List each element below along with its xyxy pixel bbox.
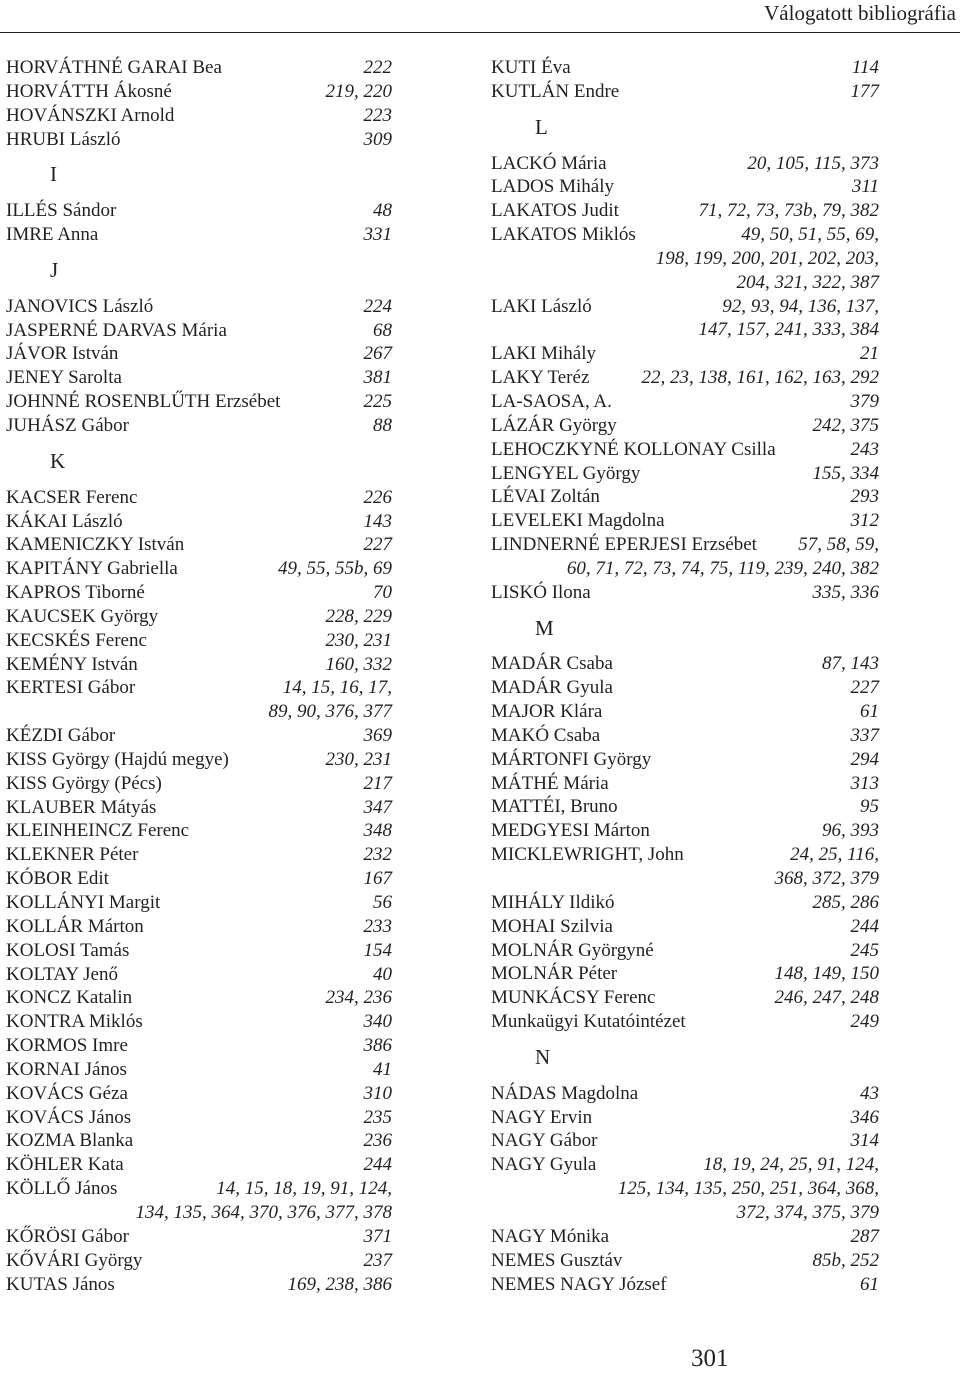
- entry-name: KONTRA Miklós: [6, 1011, 143, 1033]
- entry-name: KOVÁCS Géza: [6, 1082, 128, 1104]
- index-entry: [6, 1058, 392, 1082]
- entry-pages: 61: [860, 701, 879, 723]
- entry-name: HORVÁTHNÉ GARAI Bea: [6, 57, 222, 78]
- index-entry: [6, 1129, 392, 1153]
- entry-name: KOLOSI Tamás: [6, 939, 130, 961]
- entry-name: KŐVÁRI György: [6, 1249, 143, 1271]
- index-entry: [6, 1153, 392, 1177]
- entry-name: KISS György (Pécs): [6, 772, 162, 794]
- index-entry: [6, 366, 392, 390]
- index-entry: [6, 653, 392, 677]
- index-entry: [6, 414, 392, 438]
- index-entry: [491, 1010, 879, 1034]
- entry-pages: 57, 58, 59,: [798, 534, 879, 556]
- entry-name: MATTÉI, Bruno: [491, 796, 618, 818]
- entry-pages-continued: 134, 135, 364, 370, 376, 377, 378: [135, 1201, 392, 1223]
- section-letter: L: [535, 114, 548, 139]
- entry-pages: 24, 25, 116,: [790, 844, 879, 866]
- entry-pages-continued: 125, 134, 135, 250, 251, 364, 368,: [617, 1178, 879, 1200]
- entry-pages: 177: [850, 80, 879, 102]
- entry-name: HORVÁTTH Ákosné: [6, 80, 172, 102]
- index-entry: [6, 56, 392, 80]
- entry-pages: 155, 334: [812, 462, 879, 484]
- index-entry: [491, 533, 879, 557]
- index-entry: [6, 629, 392, 653]
- entry-pages: 311: [851, 176, 879, 198]
- entry-pages: 114: [851, 57, 879, 78]
- index-entry: [6, 843, 392, 867]
- index-entry: [6, 1010, 392, 1034]
- entry-name: IMRE Anna: [6, 224, 99, 246]
- index-entry: [491, 414, 879, 438]
- index-entry: [491, 962, 879, 986]
- entry-pages: 61: [860, 1273, 879, 1295]
- entry-name: KOZMA Blanka: [6, 1130, 134, 1152]
- entry-name: KUTAS János: [6, 1273, 115, 1295]
- entry-pages: 71, 72, 73, 73b, 79, 382: [698, 200, 879, 222]
- entry-pages-continued: 89, 90, 376, 377: [268, 701, 392, 723]
- entry-pages: 285, 286: [812, 891, 879, 913]
- entry-pages: 347: [363, 796, 392, 818]
- entry-pages: 249: [850, 1011, 879, 1033]
- entry-pages: 68: [373, 319, 392, 341]
- entry-pages: 379: [850, 390, 879, 412]
- entry-name: LACKÓ Mária: [491, 152, 607, 174]
- entry-pages: 371: [363, 1225, 392, 1247]
- index-entry: [6, 80, 392, 104]
- entry-pages: 293: [850, 486, 879, 508]
- entry-name: KLEKNER Péter: [6, 844, 139, 866]
- index-entry: [6, 867, 392, 891]
- section-letter: M: [535, 615, 554, 640]
- entry-name: KÖHLER Kata: [6, 1154, 124, 1176]
- entry-pages: 85b, 252: [812, 1249, 879, 1271]
- entry-pages: 246, 247, 248: [774, 987, 879, 1009]
- entry-pages: 143: [363, 510, 392, 532]
- entry-name: KUTI Éva: [491, 57, 571, 78]
- index-entry: [6, 1177, 392, 1201]
- index-entry: [491, 366, 879, 390]
- entry-name: LAKATOS Miklós: [491, 224, 636, 246]
- entry-pages: 92, 93, 94, 136, 137,: [722, 295, 879, 317]
- index-entry: [491, 1249, 879, 1273]
- entry-name: KŐRÖSI Gábor: [6, 1225, 129, 1247]
- entry-name: KÖLLŐ János: [6, 1178, 118, 1200]
- entry-pages: 235: [363, 1106, 392, 1128]
- entry-name: NAGY Ervin: [491, 1106, 593, 1128]
- index-entry: [6, 581, 392, 605]
- entry-name: LA-SAOSA, A.: [491, 390, 612, 412]
- index-entry: [6, 390, 392, 414]
- index-entry: [491, 772, 879, 796]
- index-entry: [6, 986, 392, 1010]
- entry-pages: 22, 23, 138, 161, 162, 163, 292: [641, 367, 879, 389]
- entry-pages: 20, 105, 115, 373: [747, 152, 879, 174]
- index-entry: [491, 1225, 879, 1249]
- entry-pages: 222: [363, 57, 392, 78]
- index-entry: [491, 80, 879, 104]
- entry-pages: 232: [363, 844, 392, 866]
- index-entry: [6, 605, 392, 629]
- index-entry: [6, 963, 392, 987]
- index-column-left: [6, 56, 392, 1296]
- section-letter: K: [50, 448, 66, 473]
- index-entry: [6, 1034, 392, 1058]
- entry-pages: 244: [363, 1154, 392, 1176]
- entry-name: KAMENICZKY István: [6, 534, 185, 556]
- entry-pages: 381: [363, 367, 392, 389]
- entry-name: LAKI Mihály: [491, 343, 597, 365]
- entry-pages: 227: [363, 534, 392, 556]
- index-entry: [6, 819, 392, 843]
- entry-name: KECSKÉS Ferenc: [6, 629, 147, 651]
- section-letter: N: [535, 1044, 551, 1069]
- entry-pages: 233: [363, 915, 392, 937]
- index-entry: [491, 152, 879, 176]
- entry-name: MEDGYESI Márton: [491, 820, 650, 842]
- entry-name: KÁKAI László: [6, 510, 123, 532]
- entry-pages: 331: [363, 224, 392, 246]
- entry-name: LAKY Teréz: [491, 367, 590, 389]
- entry-name: JANOVICS László: [6, 295, 154, 317]
- entry-name: NEMES NAGY József: [491, 1273, 667, 1295]
- entry-name: KAUCSEK György: [6, 605, 159, 627]
- entry-name: NAGY Gábor: [491, 1130, 598, 1152]
- header-rule: [0, 32, 960, 33]
- entry-pages: 314: [850, 1130, 879, 1152]
- entry-name: MAJOR Klára: [491, 701, 603, 723]
- entry-pages: 340: [363, 1011, 392, 1033]
- entry-name: MÁRTONFI György: [491, 748, 652, 770]
- entry-name: KÓBOR Edit: [6, 868, 109, 890]
- entry-pages: 148, 149, 150: [774, 963, 879, 985]
- entry-pages: 70: [373, 582, 392, 604]
- index-entry: [6, 915, 392, 939]
- entry-pages: 40: [373, 963, 392, 985]
- entry-pages: 88: [373, 414, 392, 436]
- entry-name: JASPERNÉ DARVAS Mária: [6, 319, 227, 341]
- entry-pages-continued: 60, 71, 72, 73, 74, 75, 119, 239, 240, 382: [566, 557, 879, 579]
- entry-pages: 217: [363, 772, 392, 794]
- entry-name: LÁZÁR György: [491, 414, 617, 436]
- index-entry: [491, 819, 879, 843]
- entry-name: KACSER Ferenc: [6, 486, 138, 508]
- entry-pages: 346: [850, 1106, 879, 1128]
- index-entry: [6, 748, 392, 772]
- entry-pages-continued: 147, 157, 241, 333, 384: [698, 319, 879, 341]
- entry-pages: 21: [860, 343, 879, 365]
- entry-name: KAPITÁNY Gabriella: [6, 558, 178, 580]
- entry-name: HRUBI László: [6, 128, 121, 150]
- entry-pages: 337: [850, 724, 879, 746]
- entry-pages: 49, 50, 51, 55, 69,: [741, 224, 879, 246]
- entry-name: KERTESI Gábor: [6, 677, 136, 699]
- index-entry: [491, 485, 879, 509]
- entry-name: MAKÓ Csaba: [491, 724, 601, 746]
- entry-pages: 225: [363, 391, 392, 413]
- index-entry: [6, 557, 392, 581]
- index-entry: [491, 843, 879, 867]
- entry-name: MICKLEWRIGHT, John: [491, 844, 684, 866]
- entry-name: KAPROS Tiborné: [6, 582, 145, 604]
- entry-pages-continued: 372, 374, 375, 379: [736, 1201, 879, 1223]
- index-entry: [6, 1106, 392, 1130]
- index-entry: [6, 772, 392, 796]
- entry-pages: 309: [363, 128, 392, 150]
- entry-name: KÉZDI Gábor: [6, 725, 116, 747]
- entry-pages: 228, 229: [325, 605, 392, 627]
- entry-name: JOHNNÉ ROSENBLŰTH Erzsébet: [6, 391, 281, 413]
- index-entry: [491, 390, 879, 414]
- entry-name: JENEY Sarolta: [6, 367, 122, 389]
- entry-pages: 169, 238, 386: [287, 1273, 392, 1295]
- index-entry: [6, 1273, 392, 1297]
- entry-pages: 244: [850, 915, 879, 937]
- entry-pages: 348: [363, 820, 392, 842]
- entry-pages: 219, 220: [325, 80, 392, 102]
- index-entry: [491, 676, 879, 700]
- index-entry: [491, 724, 879, 748]
- index-entry: [6, 1225, 392, 1249]
- entry-pages: 287: [850, 1225, 879, 1247]
- index-entry: [491, 509, 879, 533]
- entry-name: KLAUBER Mátyás: [6, 796, 157, 818]
- entry-pages: 96, 393: [822, 820, 879, 842]
- section-letter: I: [50, 162, 57, 187]
- index-entry: [6, 342, 392, 366]
- entry-pages: 310: [363, 1082, 392, 1104]
- index-entry: [6, 939, 392, 963]
- entry-pages: 160, 332: [325, 653, 392, 675]
- entry-name: KUTLÁN Endre: [491, 80, 620, 102]
- index-entry: [6, 1249, 392, 1273]
- index-entry: [491, 438, 879, 462]
- entry-name: LÉVAI Zoltán: [491, 486, 600, 508]
- entry-name: LENGYEL György: [491, 462, 641, 484]
- index-entry: [491, 175, 879, 199]
- index-entry: [6, 223, 392, 247]
- entry-name: MOHAI Szilvia: [491, 915, 613, 937]
- index-column-right: [491, 56, 879, 1296]
- entry-name: NAGY Mónika: [491, 1225, 610, 1247]
- index-entry: [491, 891, 879, 915]
- entry-name: LAKATOS Judit: [491, 200, 619, 222]
- entry-pages: 335, 336: [812, 581, 879, 603]
- entry-pages: 95: [860, 796, 879, 818]
- index-entry: [491, 581, 879, 605]
- entry-name: HOVÁNSZKI Arnold: [6, 104, 175, 126]
- entry-name: LEHOCZKYNÉ KOLLONAY Csilla: [491, 438, 776, 460]
- index-entry: [491, 652, 879, 676]
- entry-pages: 48: [373, 200, 392, 222]
- entry-name: MIHÁLY Ildikó: [491, 891, 615, 913]
- running-header: Válogatott bibliográfia: [764, 1, 956, 25]
- entry-pages: 267: [363, 343, 392, 365]
- index-entry: [491, 1273, 879, 1297]
- entry-name: LADOS Mihály: [491, 176, 614, 198]
- entry-pages: 14, 15, 16, 17,: [282, 677, 392, 699]
- entry-pages: 227: [850, 677, 879, 699]
- index-entry: [491, 223, 879, 247]
- entry-pages: 154: [363, 939, 392, 961]
- entry-name: JÁVOR István: [6, 343, 119, 365]
- entry-pages: 386: [363, 1035, 392, 1057]
- entry-name: MADÁR Csaba: [491, 653, 613, 675]
- entry-pages: 223: [363, 104, 392, 126]
- entry-pages: 43: [860, 1082, 879, 1104]
- entry-name: ILLÉS Sándor: [6, 200, 117, 222]
- entry-name: KOLLÁNYI Margit: [6, 892, 161, 913]
- index-entry: [6, 104, 392, 128]
- entry-name: MADÁR Gyula: [491, 677, 613, 699]
- index-entry: [491, 795, 879, 819]
- entry-pages: 236: [363, 1130, 392, 1152]
- entry-name: KORMOS Imre: [6, 1035, 128, 1057]
- index-entry: [6, 676, 392, 700]
- entry-name: MÁTHÉ Mária: [491, 772, 609, 794]
- entry-pages-continued: 204, 321, 322, 387: [736, 271, 879, 293]
- entry-pages-continued: 198, 199, 200, 201, 202, 203,: [655, 247, 879, 269]
- index-entry: [6, 295, 392, 319]
- entry-pages: 167: [363, 868, 392, 890]
- index-entry: [491, 1082, 879, 1106]
- entry-name: LEVELEKI Magdolna: [491, 510, 665, 532]
- index-entry: [491, 986, 879, 1010]
- entry-pages: 234, 236: [325, 987, 392, 1009]
- index-entry: [491, 342, 879, 366]
- entry-pages: 242, 375: [812, 414, 879, 436]
- entry-name: KORNAI János: [6, 1058, 127, 1080]
- index-entry: [491, 1153, 879, 1177]
- entry-pages: 230, 231: [325, 748, 392, 770]
- entry-name: NEMES Gusztáv: [491, 1249, 623, 1271]
- index-entry: [6, 319, 392, 343]
- index-entry: [6, 891, 392, 915]
- entry-pages: 369: [363, 725, 392, 747]
- entry-pages: 41: [373, 1058, 392, 1080]
- index-entry: [6, 724, 392, 748]
- entry-name: LISKÓ Ilona: [491, 581, 591, 603]
- index-entry: [491, 939, 879, 963]
- entry-pages: 56: [373, 892, 392, 913]
- index-entry: [6, 486, 392, 510]
- entry-name: MUNKÁCSY Ferenc: [491, 987, 656, 1009]
- index-entry: [491, 700, 879, 724]
- index-entry: [491, 295, 879, 319]
- index-entry: [491, 1106, 879, 1130]
- index-entry: [6, 533, 392, 557]
- entry-pages: 243: [850, 438, 879, 460]
- index-entry: [6, 128, 392, 152]
- entry-pages: 294: [850, 748, 879, 770]
- entry-name: JUHÁSZ Gábor: [6, 414, 129, 436]
- entry-name: KISS György (Hajdú megye): [6, 748, 229, 770]
- section-letter: J: [50, 257, 59, 282]
- index-entry: [491, 915, 879, 939]
- entry-pages: 230, 231: [325, 629, 392, 651]
- index-entry: [491, 462, 879, 486]
- entry-pages: 237: [363, 1249, 392, 1271]
- entry-pages-continued: 368, 372, 379: [774, 868, 879, 889]
- index-entry: [6, 199, 392, 223]
- index-entry: [491, 1129, 879, 1153]
- entry-pages: 224: [363, 295, 392, 317]
- entry-name: NÁDAS Magdolna: [491, 1082, 639, 1104]
- entry-name: KEMÉNY István: [6, 653, 138, 675]
- entry-pages: 245: [850, 939, 879, 961]
- entry-pages: 14, 15, 18, 19, 91, 124,: [216, 1178, 392, 1200]
- entry-pages: 313: [850, 772, 879, 794]
- entry-name: LAKI László: [491, 295, 592, 317]
- index-entry: [6, 1082, 392, 1106]
- entry-name: MOLNÁR Péter: [491, 963, 618, 985]
- index-entry: [491, 748, 879, 772]
- entry-pages: 87, 143: [822, 653, 879, 675]
- entry-pages: 226: [363, 486, 392, 508]
- entry-pages: 18, 19, 24, 25, 91, 124,: [703, 1154, 879, 1176]
- entry-name: NAGY Gyula: [491, 1154, 597, 1176]
- entry-name: KLEINHEINCZ Ferenc: [6, 820, 190, 842]
- page-number: 301: [691, 1345, 729, 1372]
- entry-name: KOVÁCS János: [6, 1106, 132, 1128]
- index-entry: [6, 510, 392, 534]
- index-entry: [491, 56, 879, 80]
- entry-pages: 312: [850, 510, 879, 532]
- entry-name: KOLLÁR Márton: [6, 915, 144, 937]
- entry-name: MOLNÁR Györgyné: [491, 939, 654, 961]
- entry-name: KOLTAY Jenő: [6, 963, 118, 985]
- index-entry: [6, 796, 392, 820]
- entry-name: Munkaügyi Kutatóintézet: [491, 1011, 686, 1033]
- index-entry: [491, 199, 879, 223]
- entry-name: KONCZ Katalin: [6, 987, 133, 1009]
- entry-pages: 49, 55, 55b, 69: [278, 558, 392, 580]
- entry-name: LINDNERNÉ EPERJESI Erzsébet: [491, 534, 757, 556]
